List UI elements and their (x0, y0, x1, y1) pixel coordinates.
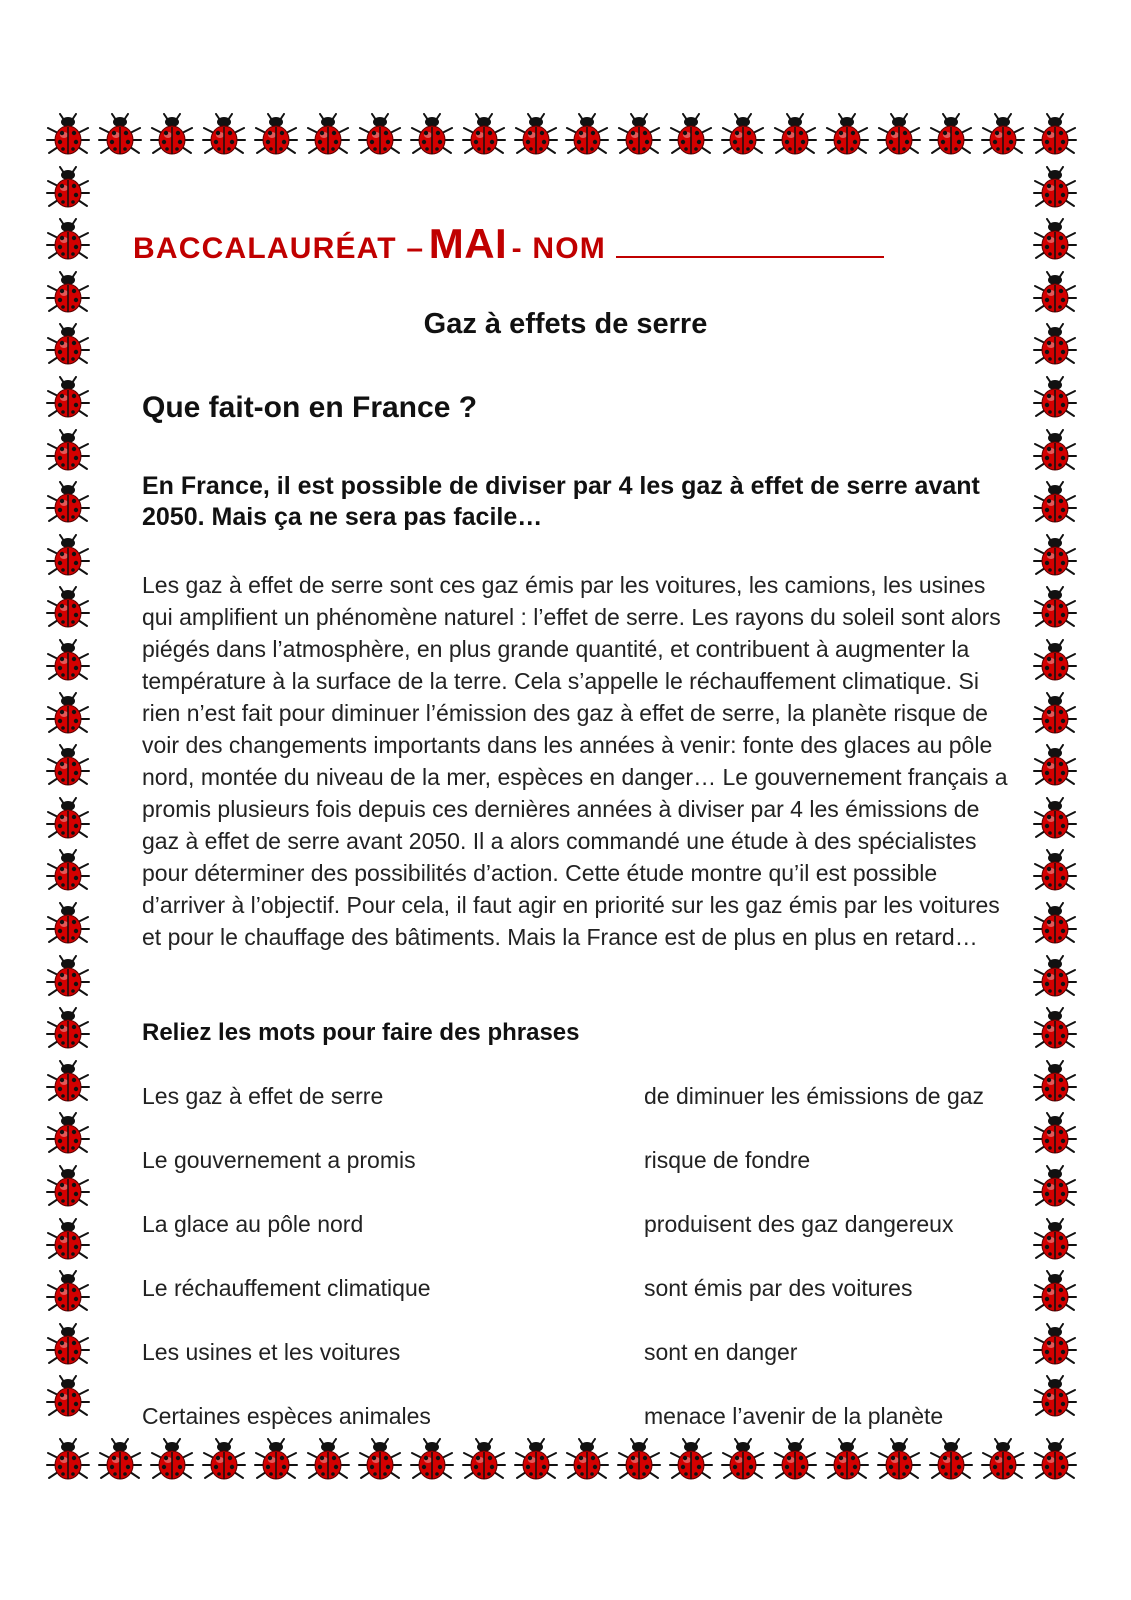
exercise-instruction: Reliez les mots pour faire des phrases (142, 1019, 580, 1046)
ladybug-icon (357, 1438, 403, 1482)
ladybug-icon (824, 113, 870, 157)
ladybug-icon (97, 113, 143, 157)
ladybug-icon (45, 218, 91, 262)
ladybug-icon (513, 113, 559, 157)
ladybug-icon (1032, 849, 1078, 893)
ladybug-icon (201, 1438, 247, 1482)
ladybug-icon (876, 113, 922, 157)
match-left-item[interactable]: Les gaz à effet de serre (142, 1083, 384, 1109)
ladybug-icon (45, 481, 91, 525)
page-title: Gaz à effets de serre (423, 308, 708, 340)
match-left-item[interactable]: Les usines et les voitures (142, 1339, 401, 1365)
ladybug-icon (772, 113, 818, 157)
match-right-item[interactable]: de diminuer les émissions de gaz (644, 1083, 985, 1109)
ladybug-icon (253, 1438, 299, 1482)
ladybug-icon (357, 113, 403, 157)
ladybug-icon (409, 113, 455, 157)
ladybug-icon (1032, 955, 1078, 999)
ladybug-icon (97, 1438, 143, 1482)
ladybug-icon (45, 849, 91, 893)
ladybug-icon (1032, 1438, 1078, 1482)
ladybug-icon (45, 692, 91, 736)
ladybug-icon (668, 1438, 714, 1482)
ladybug-icon (720, 1438, 766, 1482)
ladybug-icon (1032, 797, 1078, 841)
match-row (0, 1147, 1131, 1181)
ladybug-icon (45, 429, 91, 473)
match-left-item[interactable]: Certaines espèces animales (142, 1403, 431, 1429)
ladybug-icon (45, 113, 91, 157)
match-left-item[interactable]: Le gouvernement a promis (142, 1147, 416, 1173)
ladybug-icon (720, 113, 766, 157)
ladybug-icon (564, 113, 610, 157)
match-right-item[interactable]: menace l’avenir de la planète (644, 1403, 944, 1429)
match-left-item[interactable]: La glace au pôle nord (142, 1211, 364, 1237)
match-right-item[interactable]: produisent des gaz dangereux (644, 1211, 954, 1237)
ladybug-icon (461, 1438, 507, 1482)
ladybug-icon (461, 113, 507, 157)
ladybug-icon (616, 1438, 662, 1482)
ladybug-icon (824, 1438, 870, 1482)
ladybug-icon (928, 113, 974, 157)
match-row (0, 1403, 1131, 1437)
match-right-item[interactable]: risque de fondre (644, 1147, 811, 1173)
ladybug-icon (305, 1438, 351, 1482)
body-paragraph: Les gaz à effet de serre sont ces gaz émis par les voitures, les camions, les usines qui amplifient un phénomène naturel : l’effet de serre. Les rayons du soleil sont alors piégés dans l’atmosphère, en plus grande quantité, et contribuent à augmenter la température à la surface de la terre. Cela s’appelle le réchauffement climatique. Si rien n’est fait pour diminuer l’émission des gaz à effet de serre, la planète risque de voir des changements importants dans les années à venir: fonte des glaces au pôle nord, montée du niveau de la mer, espèces en danger… Le gouvernement français a promis plusieurs fois depuis ces dernières années à diviser par 4 les émissions de gaz à effet de serre avant 2050. Il a alors commandé une étude à des spécialistes pour déterminer des possibilités d’action. Cette étude montre qu’il est possible d’arriver à l’objectif. Pour cela, il faut agir en priorité sur les gaz émis par les voitures et pour le chauffage des bâtiments. Mais la France est de plus en plus en retard… (142, 572, 1008, 950)
ladybug-icon (409, 1438, 455, 1482)
ladybug-icon (1032, 429, 1078, 473)
ladybug-icon (1032, 113, 1078, 157)
ladybug-icon (1032, 534, 1078, 578)
match-right-item[interactable]: sont émis par des voitures (644, 1275, 913, 1301)
ladybug-icon (45, 744, 91, 788)
ladybug-icon (980, 1438, 1026, 1482)
ladybug-icon (1032, 218, 1078, 262)
ladybug-icon (1032, 744, 1078, 788)
ladybug-icon (45, 534, 91, 578)
match-right-item[interactable]: sont en danger (644, 1339, 798, 1365)
ladybug-icon (1032, 481, 1078, 525)
ladybug-icon (45, 376, 91, 420)
match-row (0, 1083, 1131, 1117)
header-exam-label: BACCALAURÉAT – (133, 232, 425, 265)
header-name-label: - NOM (511, 232, 606, 265)
header-month: MAI (428, 220, 508, 267)
match-left-item[interactable]: Le réchauffement climatique (142, 1275, 431, 1301)
ladybug-icon (616, 113, 662, 157)
match-row (0, 1275, 1131, 1309)
ladybug-icon (253, 113, 299, 157)
ladybug-icon (876, 1438, 922, 1482)
ladybug-icon (149, 113, 195, 157)
ladybug-icon (201, 113, 247, 157)
ladybug-icon (45, 1438, 91, 1482)
ladybug-icon (980, 113, 1026, 157)
ladybug-icon (45, 166, 91, 210)
ladybug-icon (928, 1438, 974, 1482)
ladybug-icon (1032, 902, 1078, 946)
ladybug-icon (45, 586, 91, 630)
ladybug-icon (45, 902, 91, 946)
ladybug-icon (668, 113, 714, 157)
section-subtitle: Que fait-on en France ? (142, 391, 478, 424)
ladybug-icon (149, 1438, 195, 1482)
ladybug-icon (45, 955, 91, 999)
ladybug-icon (564, 1438, 610, 1482)
match-row (0, 1339, 1131, 1373)
ladybug-icon (305, 113, 351, 157)
ladybug-icon (1032, 1007, 1078, 1051)
lead-paragraph: En France, il est possible de diviser par 4 les gaz à effet de serre avant 2050. Mais ça ne sera pas facile… (142, 472, 980, 531)
ladybug-icon (45, 1007, 91, 1051)
ladybug-icon (45, 639, 91, 683)
ladybug-icon (1032, 586, 1078, 630)
ladybug-icon (45, 797, 91, 841)
ladybug-icon (1032, 639, 1078, 683)
ladybug-icon (772, 1438, 818, 1482)
exam-header (133, 220, 884, 268)
ladybug-icon (513, 1438, 559, 1482)
ladybug-icon (1032, 692, 1078, 736)
ladybug-icon (1032, 376, 1078, 420)
match-row (0, 1211, 1131, 1245)
ladybug-icon (1032, 166, 1078, 210)
name-blank-line[interactable] (616, 234, 884, 258)
